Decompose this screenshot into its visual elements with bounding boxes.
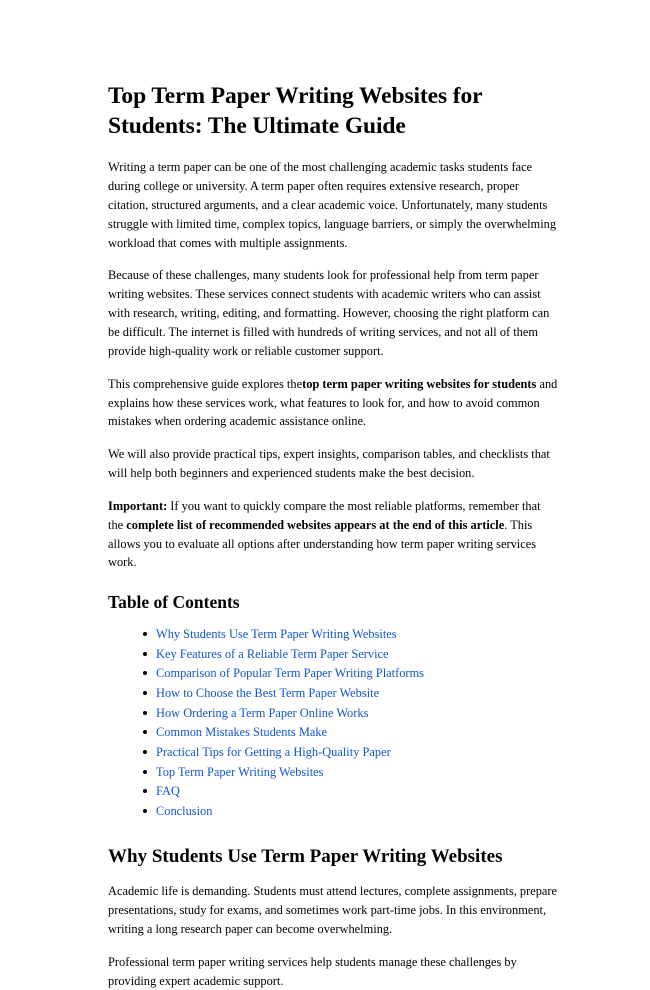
list-item <box>156 645 558 664</box>
toc-link[interactable]: How Ordering a Term Paper Online Works <box>156 705 369 720</box>
emphasis-text: Important: <box>108 498 168 513</box>
list-item <box>156 743 558 762</box>
body-text: Writing a term paper can be one of the most challenging academic tasks students face during college or university. A term paper often requires extensive research, proper citation, structured arguments, and a clear academic voice. Unfortunately, many students struggle with limited time, complex topics, language barriers, or simply the overwhelming workload that comes with multiple assignments. <box>108 160 557 250</box>
table-of-contents-list <box>108 625 558 820</box>
section-heading-why-students-use: Why Students Use Term Paper Writing Websites <box>108 846 503 868</box>
body-text: and explains how these services work, what features to look for, and how to avoid common mistakes when ordering academic assistance online. <box>108 376 558 429</box>
body-text: This comprehensive guide explores the <box>108 376 303 391</box>
toc-link[interactable]: Conclusion <box>156 803 213 818</box>
paragraph <box>108 375 558 432</box>
paragraph <box>108 266 558 360</box>
body-text: If you want to quickly compare the most reliable platforms, remember that the <box>108 498 541 532</box>
page-title: Top Term Paper Writing Websites for Students: The Ultimate Guide <box>108 83 483 139</box>
body-text: We will also provide practical tips, expert insights, comparison tables, and checklists that will help both beginners and experienced students make the best decision. <box>108 447 550 481</box>
toc-link[interactable]: Top Term Paper Writing Websites <box>156 764 324 779</box>
toc-link[interactable]: How to Choose the Best Term Paper Website <box>156 686 380 701</box>
toc-link[interactable]: Common Mistakes Students Make <box>156 725 328 740</box>
list-item <box>156 723 558 742</box>
list-item <box>156 782 558 801</box>
list-item <box>156 704 558 723</box>
list-item <box>156 684 558 703</box>
toc-link[interactable]: Practical Tips for Getting a High-Quality Paper <box>156 744 391 759</box>
paragraph: Academic life is demanding. Students must attend lectures, complete assignments, prepare presentations, study for exams, and sometimes work part-time jobs. In this environment, writing a long research paper can become overwhelming. <box>108 884 558 936</box>
paragraph <box>108 497 558 572</box>
paragraph <box>108 158 558 252</box>
toc-link[interactable]: Why Students Use Term Paper Writing Websites <box>156 627 397 642</box>
body-text: . This allows you to evaluate all options after understanding how term paper writing services work. <box>108 517 537 570</box>
list-item <box>156 763 558 782</box>
emphasis-text: top term paper writing websites for students <box>302 376 537 391</box>
intro-paragraphs <box>108 158 558 572</box>
table-of-contents-heading: Table of Contents <box>108 592 240 613</box>
toc-link[interactable]: Comparison of Popular Term Paper Writing Platforms <box>156 666 424 681</box>
toc-link[interactable]: Key Features of a Reliable Term Paper Service <box>156 646 389 661</box>
toc-link[interactable]: FAQ <box>156 784 180 799</box>
paragraph: Professional term paper writing services help students manage these challenges by providing expert academic support. <box>108 954 517 988</box>
body-text: Because of these challenges, many students look for professional help from term paper writing websites. These services connect students with academic writers who can assist with research, writing, editing, and formatting. However, choosing the right platform can be difficult. The internet is filled with hundreds of writing services, and not all of them provide high-quality work or reliable customer support. <box>108 268 550 358</box>
section-paragraphs <box>108 882 558 990</box>
list-item <box>156 802 558 821</box>
paragraph <box>108 445 558 483</box>
list-item <box>156 664 558 683</box>
list-item <box>156 625 558 644</box>
emphasis-text: complete list of recommended websites appears at the end of this article <box>126 517 505 532</box>
